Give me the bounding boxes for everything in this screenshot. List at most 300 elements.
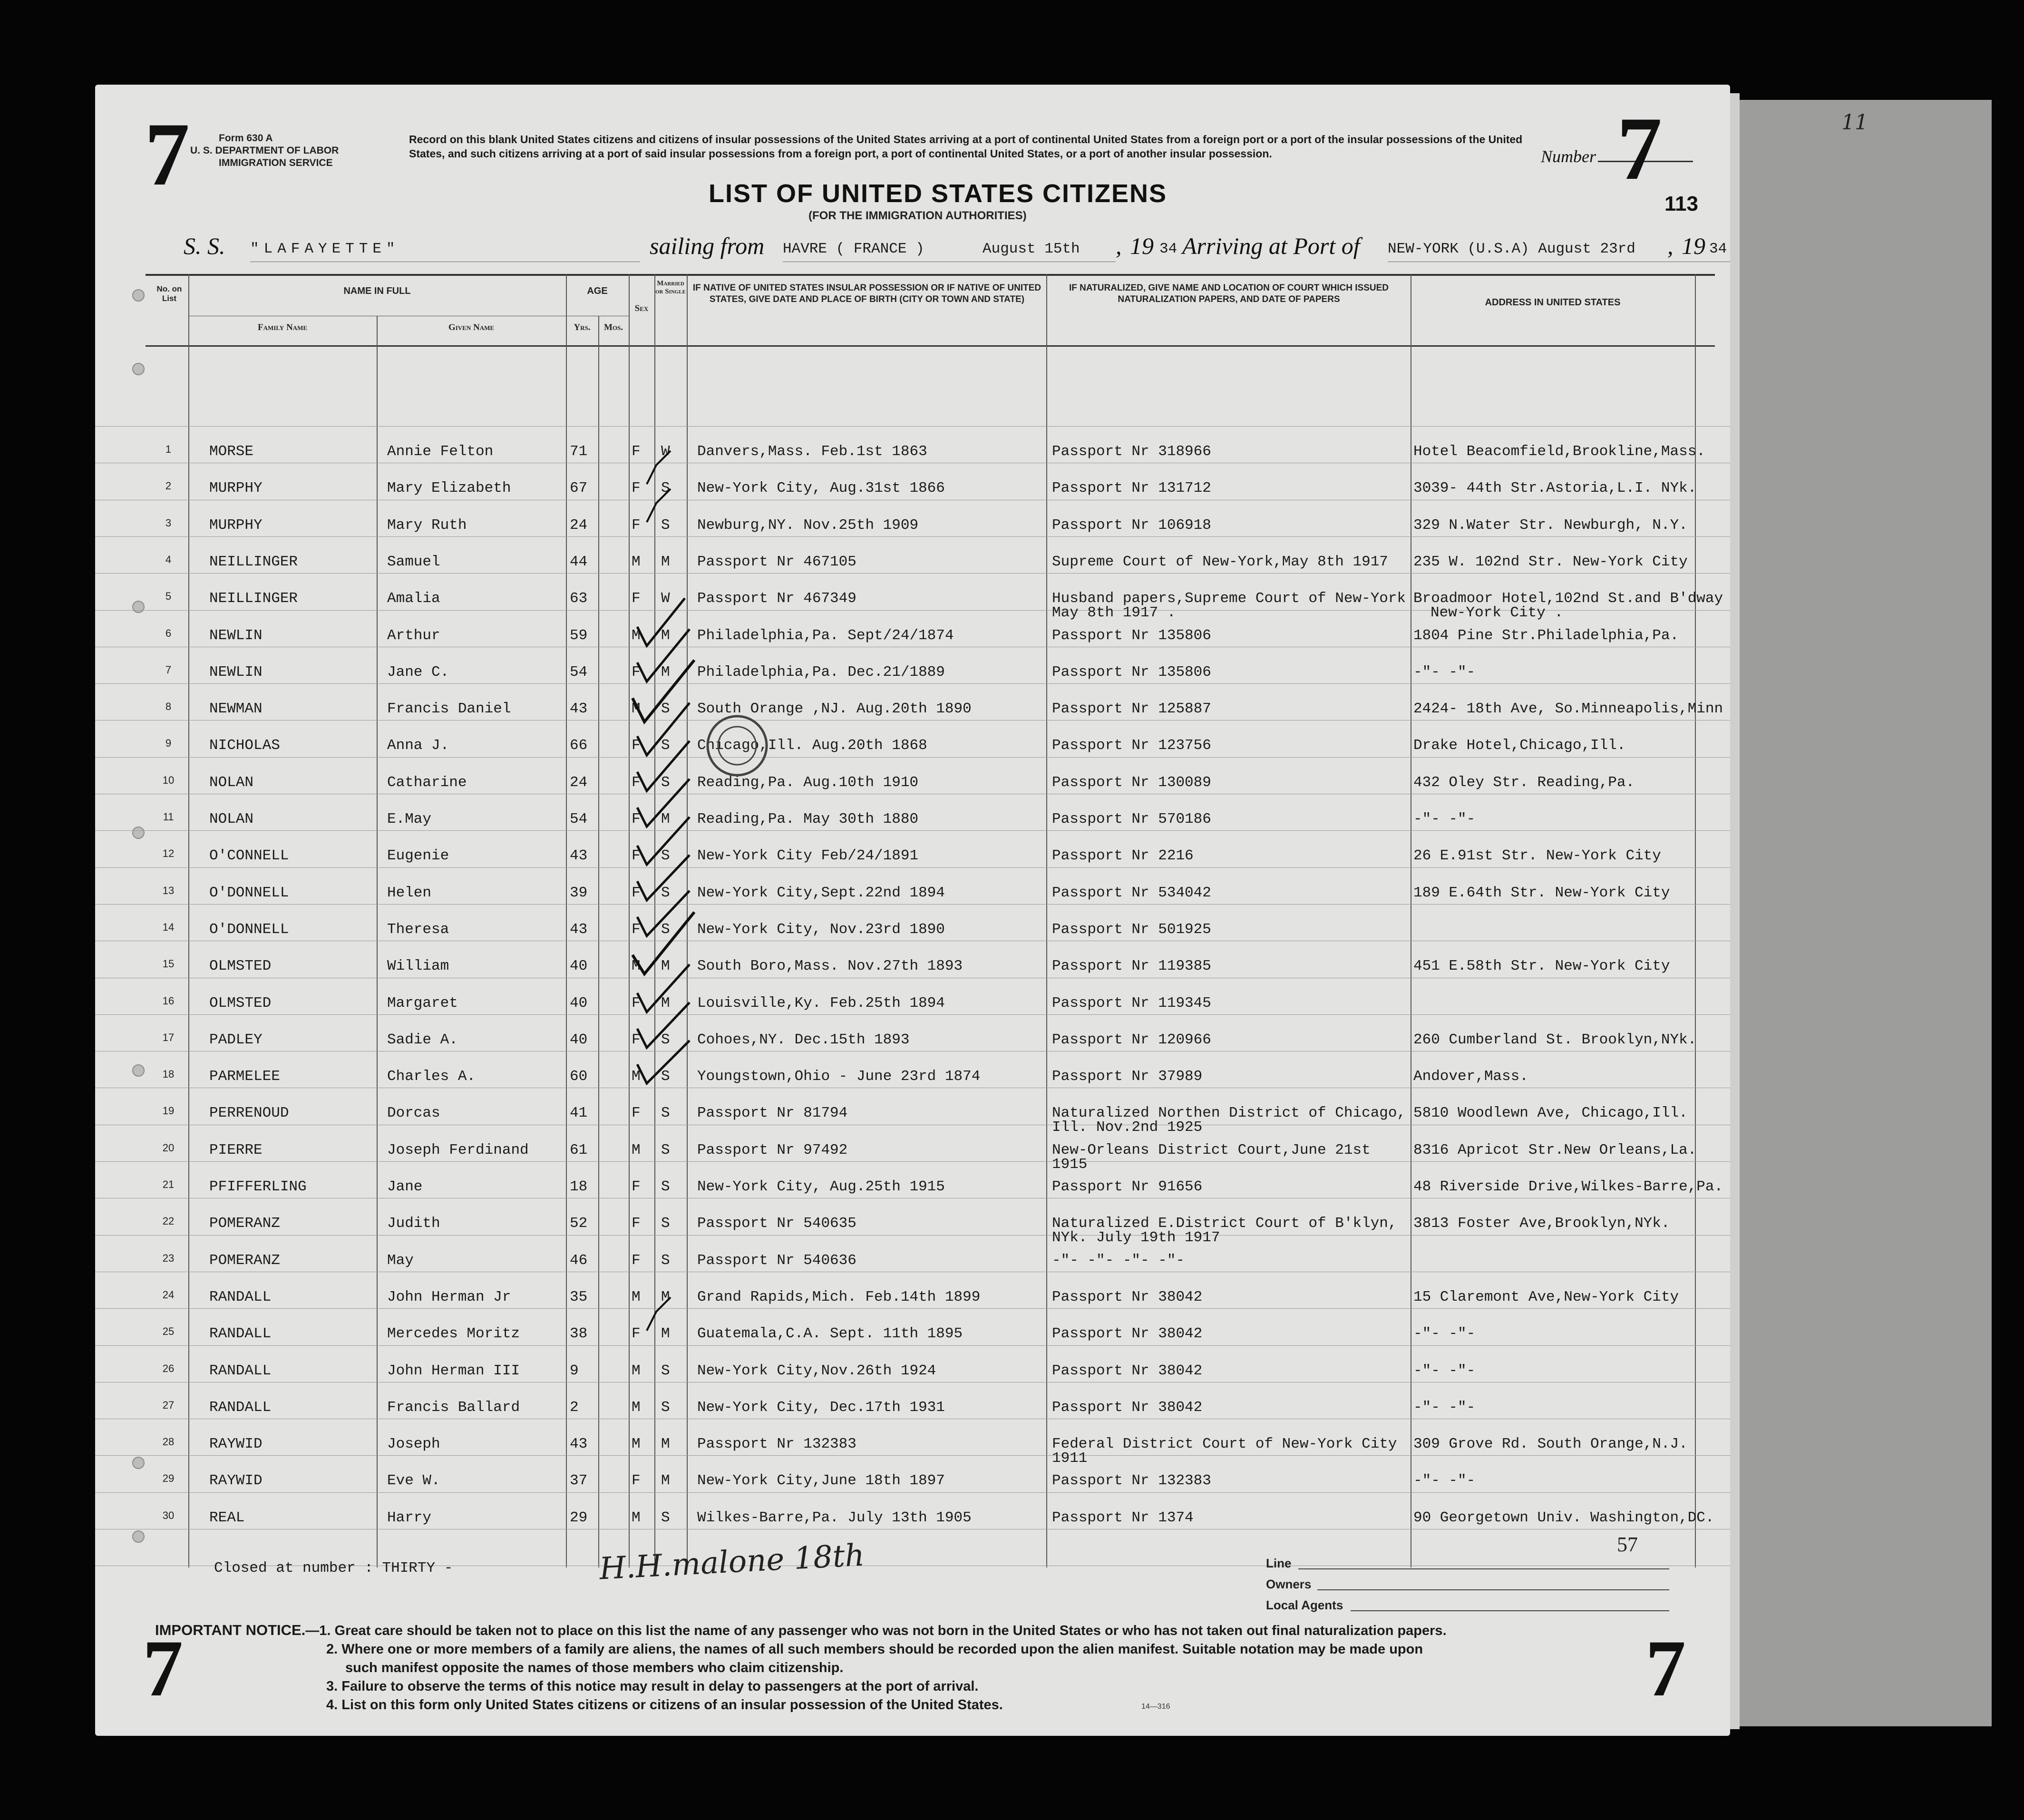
row-number: 2 <box>165 480 172 492</box>
cell-given: John Herman III <box>387 1363 520 1379</box>
cell-sex: M <box>632 1068 641 1085</box>
row-number: 29 <box>162 1472 175 1484</box>
cell-nat: Passport Nr 106918 <box>1052 517 1211 534</box>
cell-sex: F <box>632 443 641 460</box>
cell-nat: Passport Nr 135806 <box>1052 627 1211 644</box>
cell-family: NEWMAN <box>209 701 263 717</box>
col-header-mos: Mos. <box>603 322 623 332</box>
table-row <box>95 800 1730 837</box>
cell-addr: 189 E.64th Str. New-York City <box>1413 885 1670 901</box>
important-notice <box>155 1621 1696 1714</box>
cell-ms: S <box>661 480 670 496</box>
cell-given: Amalia <box>387 590 440 607</box>
cell-birth: Passport Nr 540636 <box>697 1252 856 1269</box>
cell-given: Francis Ballard <box>387 1399 520 1416</box>
cell-birth: Grand Rapids,Mich. Feb.14th 1899 <box>697 1289 981 1305</box>
cell-sex: F <box>632 517 641 534</box>
departure-port: HAVRE ( FRANCE ) <box>783 241 924 257</box>
cell-addr: Broadmoor Hotel,102nd St.and B'dway <box>1413 590 1723 607</box>
cell-addr: 26 E.91st Str. New-York City <box>1413 847 1661 864</box>
row-number: 27 <box>162 1399 175 1411</box>
row-number: 22 <box>162 1215 175 1227</box>
cell-addr: Drake Hotel,Chicago,Ill. <box>1413 737 1626 754</box>
cell-age: 71 <box>570 443 588 460</box>
cell-nat: Passport Nr 2216 <box>1052 847 1194 864</box>
table-row <box>95 1499 1730 1535</box>
cell-age: 43 <box>570 921 588 938</box>
cell-birth: Passport Nr 97492 <box>697 1142 848 1158</box>
table-row <box>95 617 1730 653</box>
right-page-edge <box>1735 100 1992 1726</box>
cell-birth: Passport Nr 467349 <box>697 590 856 607</box>
row-number: 25 <box>162 1325 175 1337</box>
cell-given: Theresa <box>387 921 449 938</box>
cell-ms: M <box>661 1289 670 1305</box>
cell-nat: Passport Nr 501925 <box>1052 921 1211 938</box>
cell-ms: S <box>661 1215 670 1232</box>
cell-family: RAYWID <box>209 1472 263 1489</box>
table-row <box>95 543 1730 579</box>
punch-hole <box>132 363 145 375</box>
cell-age: 39 <box>570 885 588 901</box>
row-number: 11 <box>163 811 174 823</box>
cell-nat: -"- -"- -"- -"- <box>1052 1252 1185 1269</box>
cell-family: RANDALL <box>209 1325 272 1342</box>
cell-sex: F <box>632 737 641 754</box>
cell-ms: M <box>661 554 670 570</box>
local-agents-label: Local Agents <box>1266 1598 1343 1612</box>
col-header-given-name: Given Name <box>448 322 495 332</box>
cell-given: Dorcas <box>387 1105 440 1121</box>
page-subtitle: (FOR THE IMMIGRATION AUTHORITIES) <box>808 209 1027 222</box>
cell-family: PADLEY <box>209 1032 263 1048</box>
cell-sex: M <box>632 554 641 570</box>
table-row <box>95 1094 1730 1136</box>
cell-ms: S <box>661 774 670 791</box>
col-header-birth: IF NATIVE OF UNITED STATES INSULAR POSSESSION OR IF NATIVE OF UNITED STATES, GIVE DATE AND PLACE OF BIRTH (CITY OR TOWN AND STATE) <box>692 283 1041 304</box>
cell-nat: Passport Nr 120966 <box>1052 1032 1211 1048</box>
cell-addr: 3813 Foster Ave,Brooklyn,NYk. <box>1413 1215 1670 1232</box>
cell-addr: -"- -"- <box>1413 664 1476 681</box>
cell-birth: Philadelphia,Pa. Dec.21/1889 <box>697 664 945 681</box>
cell-ms: S <box>661 1105 670 1121</box>
col-header-family-name: Family Name <box>258 322 307 332</box>
cell-family: PARMELEE <box>209 1068 280 1085</box>
closed-at-number <box>214 1560 453 1577</box>
row-number: 21 <box>162 1178 175 1190</box>
cell-age: 24 <box>570 774 588 791</box>
cell-age: 2 <box>570 1399 579 1416</box>
table-row <box>95 947 1730 983</box>
row-number: 10 <box>162 774 175 786</box>
cell-family: NOLAN <box>209 774 254 791</box>
cell-ms: M <box>661 1472 670 1489</box>
service-label: IMMIGRATION SERVICE <box>219 157 333 168</box>
cell-sex: F <box>632 590 641 607</box>
sheet-number-bottom-right: 7 <box>1645 1624 1686 1713</box>
cell-birth: Guatemala,C.A. Sept. 11th 1895 <box>697 1325 963 1342</box>
cell-sex: F <box>632 995 641 1012</box>
cell-given: Mercedes Moritz <box>387 1325 520 1342</box>
table-row <box>95 1425 1730 1467</box>
cell-sex: F <box>632 774 641 791</box>
cell-age: 61 <box>570 1142 588 1158</box>
cell-addr: 2424- 18th Ave, So.Minneapolis,Minn <box>1413 701 1723 717</box>
cell-nat: Passport Nr 534042 <box>1052 885 1211 901</box>
cell-addr: 48 Riverside Drive,Wilkes-Barre,Pa. <box>1413 1178 1723 1195</box>
cell-family: RANDALL <box>209 1289 272 1305</box>
cell-age: 54 <box>570 664 588 681</box>
table-row <box>95 1021 1730 1057</box>
year-prefix-1: 19 <box>1130 233 1154 259</box>
cell-age: 43 <box>570 847 588 864</box>
page-mark: 57 <box>1617 1533 1638 1556</box>
table-row <box>95 874 1730 910</box>
row-number: 30 <box>162 1509 175 1521</box>
cell-sex: F <box>632 1252 641 1269</box>
cell-family: OLMSTED <box>209 995 272 1012</box>
cell-family: RANDALL <box>209 1363 272 1379</box>
cell-given: Francis Daniel <box>387 701 511 717</box>
cell-nat: Passport Nr 135806 <box>1052 664 1211 681</box>
cell-family: NEWLIN <box>209 664 263 681</box>
col-header-name-in-full: NAME IN FULL <box>343 286 411 296</box>
cell-addr: 235 W. 102nd Str. New-York City <box>1413 554 1688 570</box>
cell-ms: S <box>661 1142 670 1158</box>
cell-addr: 90 Georgetown Univ. Washington,DC. <box>1413 1509 1714 1526</box>
col-header-naturalized: IF NATURALIZED, GIVE NAME AND LOCATION OF COURT WHICH ISSUED NATURALIZATION PAPERS, AND DATE OF PAPERS <box>1069 283 1389 304</box>
cell-addr: -"- -"- <box>1413 811 1476 827</box>
table-row <box>95 911 1730 947</box>
cell-birth: Chicago,Ill. Aug.20th 1868 <box>697 737 927 754</box>
cell-family: OLMSTED <box>209 958 272 974</box>
table-row <box>95 690 1730 726</box>
cell-given: Anna J. <box>387 737 449 754</box>
cell-addr: -"- -"- <box>1413 1325 1476 1342</box>
cell-age: 43 <box>570 701 588 717</box>
cell-age: 43 <box>570 1436 588 1452</box>
cell-age: 54 <box>570 811 588 827</box>
cell-family: RANDALL <box>209 1399 272 1416</box>
cell-family: PFIFFERLING <box>209 1178 307 1195</box>
cell-addr-continued: New-York City . <box>1430 604 1564 621</box>
cell-ms: M <box>661 958 670 974</box>
cell-ms: M <box>661 627 670 644</box>
cell-ms: S <box>661 1068 670 1085</box>
row-number: 8 <box>165 701 172 712</box>
row-number: 18 <box>162 1068 175 1080</box>
cell-sex: M <box>632 1289 641 1305</box>
col-header-married: Married or Single <box>655 280 686 295</box>
cell-addr: 1804 Pine Str.Philadelphia,Pa. <box>1413 627 1679 644</box>
line-label: Line <box>1266 1556 1292 1570</box>
col-header-no: No. on List <box>156 284 182 303</box>
cell-given: Catharine <box>387 774 467 791</box>
cell-addr: Hotel Beacomfield,Brookline,Mass. <box>1413 443 1705 460</box>
cell-given: Samuel <box>387 554 440 570</box>
col-header-age: AGE <box>587 286 608 296</box>
table-row <box>95 1462 1730 1498</box>
cell-sex: M <box>632 958 641 974</box>
table-row <box>95 433 1730 469</box>
cell-ms: S <box>661 885 670 901</box>
cell-sex: F <box>632 921 641 938</box>
cell-age: 60 <box>570 1068 588 1085</box>
table-row <box>95 1131 1730 1173</box>
table-row <box>95 1352 1730 1388</box>
cell-family: MORSE <box>209 443 254 460</box>
notice-item-1: —1. Great care should be taken not to place on this list the name of any passenger who was not born in the United States or who has not taken out final naturalization papers. <box>305 1623 1447 1638</box>
cell-birth: Reading,Pa. May 30th 1880 <box>697 811 919 827</box>
cell-sex: F <box>632 885 641 901</box>
cell-family: O'CONNELL <box>209 847 289 864</box>
number-value: 7 <box>1617 99 1662 199</box>
cell-birth: Passport Nr 81794 <box>697 1105 848 1121</box>
cell-sex: F <box>632 664 641 681</box>
cell-addr: 309 Grove Rd. South Orange,N.J. <box>1413 1436 1688 1452</box>
cell-sex: M <box>632 627 641 644</box>
cell-family: O'DONNELL <box>209 885 289 901</box>
row-number: 17 <box>162 1032 175 1043</box>
cell-addr: -"- -"- <box>1413 1363 1476 1379</box>
cell-age: 44 <box>570 554 588 570</box>
cell-sex: F <box>632 480 641 496</box>
cell-sex: F <box>632 1325 641 1342</box>
cell-given: Charles A. <box>387 1068 476 1085</box>
row-number: 19 <box>162 1105 175 1117</box>
cell-given: Mary Elizabeth <box>387 480 511 496</box>
closed-value: THIRTY - <box>382 1560 453 1577</box>
cell-sex: F <box>632 1472 641 1489</box>
closed-label: Closed at number : <box>214 1560 373 1577</box>
table-row <box>95 1315 1730 1351</box>
table-row <box>95 1058 1730 1094</box>
cell-birth: South Orange ,NJ. Aug.20th 1890 <box>697 701 972 717</box>
cell-ms: S <box>661 921 670 938</box>
page-number: 113 <box>1664 192 1698 215</box>
form-code: 14—316 <box>1141 1703 1170 1711</box>
cell-birth: Louisville,Ky. Feb.25th 1894 <box>697 995 945 1012</box>
row-number: 9 <box>165 737 172 749</box>
cell-age: 29 <box>570 1509 588 1526</box>
cell-sex: M <box>632 1509 641 1526</box>
col-header-sex: Sex <box>634 303 649 313</box>
cell-sex: M <box>632 1399 641 1416</box>
cell-nat: Passport Nr 131712 <box>1052 480 1211 496</box>
row-number: 24 <box>162 1289 175 1301</box>
cell-family: MURPHY <box>209 517 263 534</box>
table-row <box>95 727 1730 763</box>
table-row <box>95 837 1730 873</box>
cell-ms: S <box>661 1252 670 1269</box>
row-number: 20 <box>162 1142 175 1154</box>
cell-given: Margaret <box>387 995 458 1012</box>
department-label: U. S. DEPARTMENT OF LABOR <box>190 145 339 156</box>
notice-title: IMPORTANT NOTICE. <box>155 1622 306 1638</box>
cell-given: E.May <box>387 811 432 827</box>
cell-given: Judith <box>387 1215 440 1232</box>
departure-year: 34 <box>1159 241 1177 257</box>
cell-age: 18 <box>570 1178 588 1195</box>
cell-given: Eve W. <box>387 1472 440 1489</box>
cell-ms: S <box>661 1178 670 1195</box>
cell-sex: F <box>632 847 641 864</box>
cell-nat: New-Orleans District Court,June 21st <box>1052 1142 1371 1158</box>
margin-note: 11 <box>1841 110 1868 135</box>
officer-signature: H.H.malone 18th <box>598 1538 866 1587</box>
cell-nat: Passport Nr 91656 <box>1052 1178 1203 1195</box>
record-notice: Record on this blank United States citizens and citizens of insular possessions of the United States arriving at a port of continental United States from a foreign port or a port of the insular possessions of the United States, and such citizens arriving at a port of said insular possessions from a foreign port, a port of continental United States, or a port of another insular possession. <box>409 133 1523 160</box>
cell-addr: -"- -"- <box>1413 1399 1476 1416</box>
cell-family: NEWLIN <box>209 627 263 644</box>
form-identifier <box>190 132 399 169</box>
cell-nat-continued: Ill. Nov.2nd 1925 <box>1052 1119 1203 1136</box>
cell-given: Eugenie <box>387 847 449 864</box>
cell-birth: Danvers,Mass. Feb.1st 1863 <box>697 443 927 460</box>
cell-family: REAL <box>209 1509 245 1526</box>
table-row <box>95 1205 1730 1246</box>
cell-given: John Herman Jr <box>387 1289 511 1305</box>
cell-given: Harry <box>387 1509 432 1526</box>
ss-label: S. S. <box>184 233 225 259</box>
cell-ms: S <box>661 1363 670 1379</box>
row-number: 4 <box>165 554 172 565</box>
voyage-line: S. S. "LAFAYETTE" sailing from HAVRE ( FRANCE ) August 15th , 19 34 Arriving at Port of NEW-YORK (U.S.A) August 23rd , 19 34 <box>184 233 1727 259</box>
cell-age: 66 <box>570 737 588 754</box>
table-row <box>95 1168 1730 1204</box>
cell-addr: 8316 Apricot Str.New Orleans,La. <box>1413 1142 1697 1158</box>
inspector-check-marks <box>618 446 723 1587</box>
cell-age: 59 <box>570 627 588 644</box>
table-row <box>95 1278 1730 1314</box>
cell-ms: S <box>661 1032 670 1048</box>
table-rule <box>95 426 1730 427</box>
manifest-sheet <box>95 85 1730 1736</box>
table-row <box>95 506 1730 543</box>
cell-age: 9 <box>570 1363 579 1379</box>
cell-nat: Passport Nr 38042 <box>1052 1363 1203 1379</box>
cell-nat: Passport Nr 119385 <box>1052 958 1211 974</box>
cell-age: 40 <box>570 995 588 1012</box>
cell-given: Joseph <box>387 1436 440 1452</box>
cell-ms: M <box>661 995 670 1012</box>
cell-nat: Passport Nr 123756 <box>1052 737 1211 754</box>
cell-age: 52 <box>570 1215 588 1232</box>
cell-addr: 260 Cumberland St. Brooklyn,NYk. <box>1413 1032 1697 1048</box>
cell-given: Sadie A. <box>387 1032 458 1048</box>
cell-birth: Youngstown,Ohio - June 23rd 1874 <box>697 1068 981 1085</box>
year-prefix-2: 19 <box>1682 233 1705 259</box>
cell-birth: Passport Nr 540635 <box>697 1215 856 1232</box>
row-number: 12 <box>162 847 175 859</box>
cell-addr: -"- -"- <box>1413 1472 1476 1489</box>
cell-given: Helen <box>387 885 432 901</box>
cell-age: 38 <box>570 1325 588 1342</box>
row-number: 23 <box>162 1252 175 1264</box>
cell-nat: Passport Nr 318966 <box>1052 443 1211 460</box>
sheet-number-top-left: 7 <box>145 105 190 204</box>
table-row <box>95 764 1730 800</box>
cell-age: 40 <box>570 1032 588 1048</box>
cell-age: 35 <box>570 1289 588 1305</box>
cell-ms: M <box>661 811 670 827</box>
row-number: 28 <box>162 1436 175 1448</box>
cell-nat: Passport Nr 132383 <box>1052 1472 1211 1489</box>
cell-birth: New-York City,June 18th 1897 <box>697 1472 945 1489</box>
cell-given: William <box>387 958 449 974</box>
cell-family: RAYWID <box>209 1436 263 1452</box>
cell-nat: Passport Nr 119345 <box>1052 995 1211 1012</box>
cell-addr: Andover,Mass. <box>1413 1068 1528 1085</box>
table-row <box>95 580 1730 621</box>
notice-item-4: 4. List on this form only United States citizens or citizens of an insular possession of the United States. <box>326 1697 1003 1713</box>
row-number: 13 <box>162 885 175 896</box>
row-number: 3 <box>165 517 172 529</box>
row-number: 7 <box>165 664 172 676</box>
cell-ms: S <box>661 517 670 534</box>
cell-sex: F <box>632 1032 641 1048</box>
cell-birth: New-York City, Aug.25th 1915 <box>697 1178 945 1195</box>
cell-nat-continued: 1915 <box>1052 1156 1088 1173</box>
cell-ms: W <box>661 590 670 607</box>
cell-sex: F <box>632 811 641 827</box>
cell-nat: Passport Nr 38042 <box>1052 1399 1203 1416</box>
row-number: 16 <box>162 995 175 1007</box>
page-title: LIST OF UNITED STATES CITIZENS <box>709 179 1167 208</box>
cell-nat: Passport Nr 125887 <box>1052 701 1211 717</box>
col-header-yrs: Yrs. <box>574 322 591 332</box>
cell-age: 40 <box>570 958 588 974</box>
cell-addr: 451 E.58th Str. New-York City <box>1413 958 1670 974</box>
cell-sex: M <box>632 1363 641 1379</box>
cell-addr: 5810 Woodlewn Ave, Chicago,Ill. <box>1413 1105 1688 1121</box>
cell-ms: M <box>661 664 670 681</box>
cell-birth: New-York City Feb/24/1891 <box>697 847 919 864</box>
cell-age: 41 <box>570 1105 588 1121</box>
cell-nat: Passport Nr 1374 <box>1052 1509 1194 1526</box>
cell-family: PIERRE <box>209 1142 263 1158</box>
cell-addr: 3039- 44th Str.Astoria,L.I. NYk. <box>1413 480 1697 496</box>
cell-birth: New-York City, Aug.31st 1866 <box>697 480 945 496</box>
row-number: 6 <box>165 627 172 639</box>
row-number: 5 <box>165 590 172 602</box>
cell-nat-continued: 1911 <box>1052 1450 1088 1467</box>
row-number: 26 <box>162 1363 175 1374</box>
cell-age: 63 <box>570 590 588 607</box>
cell-birth: New-York City,Nov.26th 1924 <box>697 1363 936 1379</box>
cell-nat: Passport Nr 570186 <box>1052 811 1211 827</box>
cell-nat-continued: May 8th 1917 . <box>1052 604 1176 621</box>
table-row <box>95 1389 1730 1425</box>
cell-family: MURPHY <box>209 480 263 496</box>
notice-item-2: 2. Where one or more members of a family are aliens, the names of all such members should be recorded upon the alien manifest. Suitable notation may be made upon <box>326 1642 1423 1657</box>
cell-nat: Federal District Court of New-York City <box>1052 1436 1397 1452</box>
cell-ms: S <box>661 701 670 717</box>
cell-age: 67 <box>570 480 588 496</box>
form-id: Form 630 A <box>219 133 273 144</box>
cell-birth: Philadelphia,Pa. Sept/24/1874 <box>697 627 954 644</box>
number-label: Number <box>1541 147 1596 166</box>
cell-age: 37 <box>570 1472 588 1489</box>
cell-given: Jane <box>387 1178 423 1195</box>
cell-family: NEILLINGER <box>209 554 298 570</box>
cell-birth: Cohoes,NY. Dec.15th 1893 <box>697 1032 910 1048</box>
arrival-port: NEW-YORK (U.S.A) August 23rd <box>1388 241 1635 257</box>
cell-sex: F <box>632 1178 641 1195</box>
cell-ms: S <box>661 1509 670 1526</box>
arriving-label: Arriving at Port of <box>1182 233 1360 259</box>
table-row <box>95 1242 1730 1278</box>
